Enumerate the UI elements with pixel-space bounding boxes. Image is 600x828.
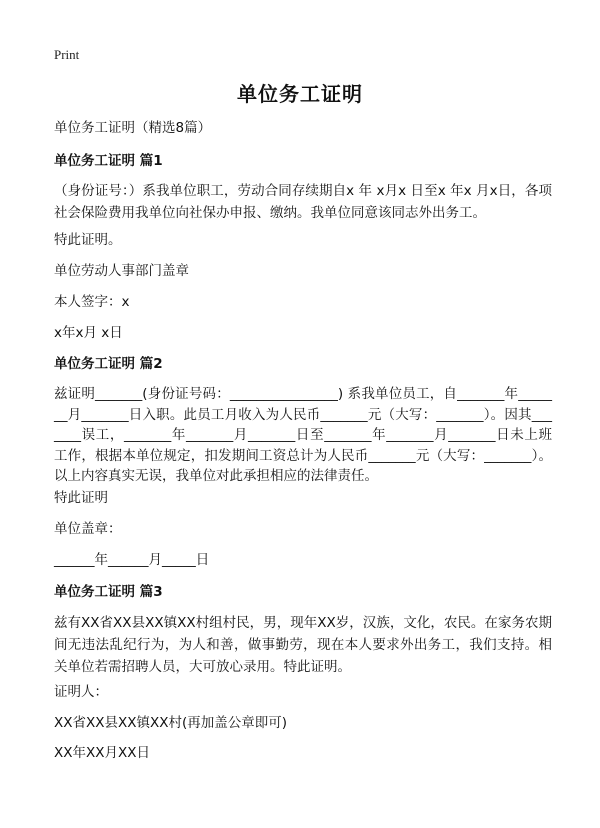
section-2-body: 兹证明_______(身份证号码：________________) 系我单位员工，自_______年_______月_______日入职。此员工月收入为人民币_______元（大写：_______）。因其_______误工，_______年_______月_______日至_______年_______月_______日未上班工作，根据本单位规定，扣发期间工资总计为人民币_______元（大写：_______）。以上内容真实无误，我单位对此承担相应的法律责任。	[54, 386, 552, 484]
section-3-address: XX省XX县XX镇XX村(再加盖公章即可)	[54, 715, 288, 731]
section-2-date: ______年______月_____日	[54, 552, 210, 568]
section-1-stamp: 单位劳动人事部门盖章	[54, 263, 189, 279]
section-2-stamp: 单位盖章：	[54, 521, 122, 537]
section-2-closing: 特此证明	[54, 490, 108, 506]
page-title: 单位务工证明	[237, 82, 363, 106]
section-1-body: （身份证号：）系我单位职工，劳动合同存续期自x 年 x月x 日至x 年x 月x日，各项社会保险费用我单位向社保办申报、缴纳。我单位同意该同志外出务工。	[54, 183, 552, 221]
section-1-closing: 特此证明。	[54, 232, 122, 248]
section-3-body: 兹有XX省XX县XX镇XX村组村民，男，现年XX岁，汉族，文化，农民。在家务农期间无违法乱纪行为，为人和善，做事勤劳，现在本人要求外出务工，我们支持。相关单位若需招聘人员，大可放心录用。特此证明。	[54, 615, 552, 675]
section-1-heading: 单位务工证明 篇1	[54, 153, 163, 169]
section-1-date: x年x月 x日	[54, 325, 123, 341]
subtitle: 单位务工证明（精选8篇）	[54, 120, 212, 136]
section-2-heading: 单位务工证明 篇2	[54, 356, 163, 372]
section-3-heading: 单位务工证明 篇3	[54, 584, 163, 600]
section-1-signature: 本人签字：x	[54, 294, 130, 310]
section-3-witness: 证明人：	[54, 684, 108, 700]
print-label: Print	[54, 47, 80, 62]
section-3-date: XX年XX月XX日	[54, 745, 150, 761]
